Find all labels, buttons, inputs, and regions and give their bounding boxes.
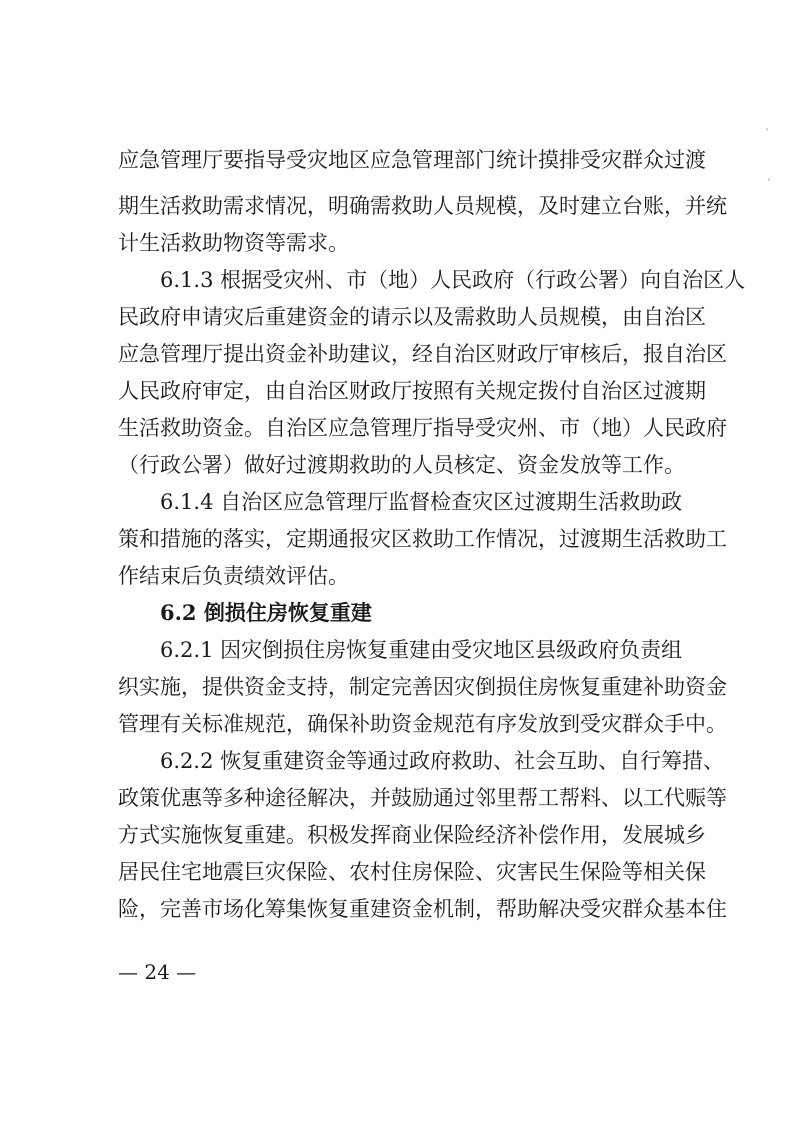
paragraph-6-2-2-line-4: 居民住宅地震巨灾保险、农村住房保险、灾害民生保险等相关保	[118, 860, 706, 884]
paragraph-6-1-3-line-3: 应急管理厅提出资金补助建议，经自治区财政厅审核后，报自治区	[118, 342, 727, 366]
paragraph-6-1-4-line-3: 作结束后负责绩效评估。	[118, 564, 349, 588]
paragraph-6-1-3-line-6: （行政公署）做好过渡期救助的人员核定、资金发放等工作。	[118, 453, 685, 477]
paragraph-6-2-2-line-5: 险，完善市场化筹集恢复重建资金机制，帮助解决受灾群众基本住	[118, 897, 727, 921]
paragraph-6-2-2-line-1: 6.2.2 恢复重建资金等通过政府救助、社会互助、自行筹措、	[160, 749, 725, 773]
paragraph-6-1-3-line-5: 生活救助资金。自治区应急管理厅指导受灾州、市（地）人民政府	[118, 416, 727, 440]
paragraph-6-2-1-line-1: 6.2.1 因灾倒损住房恢复重建由受灾地区县级政府负责组	[160, 638, 683, 662]
paragraph-6-1-3-line-4: 人民政府审定，由自治区财政厅按照有关规定拨付自治区过渡期	[118, 379, 706, 403]
scan-speck	[768, 178, 770, 181]
paragraph-6-2-2-line-3: 方式实施恢复重建。积极发挥商业保险经济补偿作用，发展城乡	[118, 823, 706, 847]
paragraph-6-2-1-line-3: 管理有关标准规范，确保补助资金规范有序发放到受灾群众手中。	[118, 712, 727, 736]
paragraph-6-1-4-line-2: 策和措施的落实，定期通报灾区救助工作情况，过渡期生活救助工	[118, 527, 727, 551]
body-line-2: 期生活救助需求情况，明确需救助人员规模，及时建立台账，并统	[118, 194, 727, 218]
page-number: — 24 —	[118, 960, 197, 984]
body-line-3: 计生活救助物资等需求。	[118, 231, 349, 255]
body-line-1: 应急管理厅要指导受灾地区应急管理部门统计摸排受灾群众过渡	[118, 148, 706, 172]
paragraph-6-2-1-line-2: 织实施，提供资金支持，制定完善因灾倒损住房恢复重建补助资金	[118, 675, 727, 699]
paragraph-6-1-4-line-1: 6.1.4 自治区应急管理厅监督检查灾区过渡期生活救助政	[160, 490, 683, 514]
paragraph-6-1-3-line-2: 民政府申请灾后重建资金的请示以及需救助人员规模，由自治区	[118, 305, 706, 329]
section-heading-6-2: 6.2 倒损住房恢复重建	[160, 600, 372, 625]
paragraph-6-1-3-line-1: 6.1.3 根据受灾州、市（地）人民政府（行政公署）向自治区人	[160, 268, 746, 292]
paragraph-6-2-2-line-2: 政策优惠等多种途径解决，并鼓励通过邻里帮工帮料、以工代赈等	[118, 786, 727, 810]
scan-speck	[766, 128, 768, 131]
